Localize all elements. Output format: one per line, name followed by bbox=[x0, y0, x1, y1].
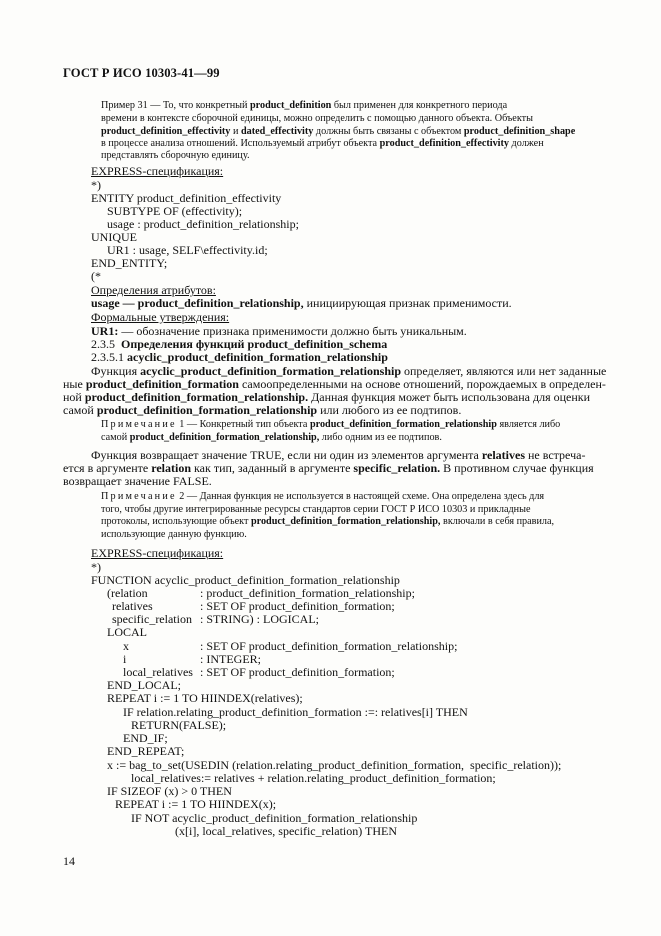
code-line: : product_definition_formation_relationship; bbox=[200, 586, 415, 600]
code-line: REPEAT i := 1 TO HIINDEX(relatives); bbox=[107, 691, 303, 705]
formal-proposition-ur1: UR1: — обозначение признака применимости должно быть уникальным. bbox=[91, 324, 467, 338]
formal-propositions-heading: Формальные утверждения: bbox=[91, 310, 230, 324]
example-31-line-1: Пример 31 — То, что конкретный product_definition был применен для конкретного периода bbox=[101, 100, 508, 111]
code-line: : INTEGER; bbox=[200, 652, 261, 666]
attributes-heading: Определения атрибутов: bbox=[91, 283, 216, 297]
example-31-line-4: в процессе анализа отношений. Используемый атрибут объекта product_definition_effectivity должен bbox=[101, 138, 544, 149]
code-line: : SET OF product_definition_formation_relationship; bbox=[200, 639, 458, 653]
code-line: local_relatives:= relatives + relation.relating_product_definition_formation; bbox=[131, 771, 496, 785]
code-line: relatives bbox=[112, 599, 153, 613]
code-line: FUNCTION acyclic_product_definition_formation_relationship bbox=[91, 573, 400, 587]
body-1-line-3: ной product_definition_formation_relationship. Данная функция может быть использована для оценки bbox=[63, 390, 591, 404]
code-line: (* bbox=[91, 269, 101, 283]
body-1-line-1: Функция acyclic_product_definition_formation_relationship определяет, являются или нет заданные bbox=[91, 364, 607, 378]
code-line: specific_relation bbox=[112, 612, 192, 626]
code-line: UR1 : usage, SELF\effectivity.id; bbox=[107, 243, 268, 257]
code-line: *) bbox=[91, 178, 101, 192]
note-2-line-1: Примечание 2 — Данная функция не используется в настоящей схеме. Она определена здесь для bbox=[101, 491, 545, 502]
code-line: x bbox=[123, 639, 129, 653]
section-2-3-5-1-heading: 2.3.5.1 acyclic_product_definition_formation_relationship bbox=[91, 350, 388, 364]
code-line: ENTITY product_definition_effectivity bbox=[91, 191, 282, 205]
code-line: REPEAT i := 1 TO HIINDEX(x); bbox=[115, 797, 277, 811]
code-line: *) bbox=[91, 560, 101, 574]
code-line: : SET OF product_definition_formation; bbox=[200, 665, 395, 679]
code-line: END_IF; bbox=[123, 731, 168, 745]
body-1-line-4: самой product_definition_formation_relationship или любого из ее подтипов. bbox=[63, 403, 462, 417]
example-31-line-2: времени в контексте сборочной единицы, можно определить с помощью данного объекта. Объекты bbox=[101, 113, 533, 124]
body-2-line-1: Функция возвращает значение TRUE, если ни один из элементов аргумента relatives не встреча- bbox=[91, 448, 586, 462]
code-line: (relation bbox=[107, 586, 148, 600]
body-1-line-2: ные product_definition_formation самоопределенными на основе отношений, порождаемых в определен- bbox=[63, 377, 606, 391]
code-line: LOCAL bbox=[107, 625, 147, 639]
page-number: 14 bbox=[63, 854, 75, 868]
code-line: END_ENTITY; bbox=[91, 256, 168, 270]
note-1-line-2: самой product_definition_formation_relationship, либо одним из ее подтипов. bbox=[101, 432, 442, 443]
code-line: SUBTYPE OF (effectivity); bbox=[107, 204, 243, 218]
example-31-line-5: представлять сборочную единицу. bbox=[101, 150, 250, 161]
note-2-line-4: использующие данную функцию. bbox=[101, 529, 247, 540]
express-spec-heading: EXPRESS-спецификация: bbox=[91, 546, 224, 560]
example-31-line-3: product_definition_effectivity и dated_effectivity должны быть связаны с объектом product_definition_shape bbox=[101, 126, 576, 137]
document-header: ГОСТ Р ИСО 10303-41—99 bbox=[63, 66, 220, 80]
code-line: IF relation.relating_product_definition_formation :=: relatives[i] THEN bbox=[123, 705, 468, 719]
body-2-line-3: возвращает значение FALSE. bbox=[63, 474, 212, 488]
section-2-3-5-heading: 2.3.5 Определения функций product_definition_schema bbox=[91, 337, 388, 351]
code-line: local_relatives bbox=[123, 665, 193, 679]
body-2-line-2: ется в аргументе relation как тип, заданный в аргументе specific_relation. В противном случае функция bbox=[63, 461, 594, 475]
note-2-line-2: того, чтобы другие интегрированные ресурсы стандартов серии ГОСТ Р ИСО 10303 и прикладные bbox=[101, 504, 531, 515]
code-line: RETURN(FALSE); bbox=[131, 718, 227, 732]
note-1-line-1: Примечание 1 — Конкретный тип объекта product_definition_formation_relationship является либо bbox=[101, 419, 561, 430]
note-2-line-3: протоколы, использующие объект product_definition_formation_relationship, включали в себя правила, bbox=[101, 516, 555, 527]
code-line: i bbox=[123, 652, 127, 666]
code-line: : STRING) : LOGICAL; bbox=[200, 612, 319, 626]
code-line: IF NOT acyclic_product_definition_formation_relationship bbox=[131, 811, 418, 825]
code-line: : SET OF product_definition_formation; bbox=[200, 599, 395, 613]
attribute-usage: usage — product_definition_relationship, инициирующая признак применимости. bbox=[91, 296, 512, 310]
code-line: END_LOCAL; bbox=[107, 678, 181, 692]
code-line: END_REPEAT; bbox=[107, 744, 185, 758]
code-line: UNIQUE bbox=[91, 230, 137, 244]
express-spec-heading: EXPRESS-спецификация: bbox=[91, 164, 224, 178]
code-line: x := bag_to_set(USEDIN (relation.relating_product_definition_formation, specific_relation)); bbox=[107, 758, 562, 772]
code-line: IF SIZEOF (x) > 0 THEN bbox=[107, 784, 232, 798]
code-line: usage : product_definition_relationship; bbox=[107, 217, 299, 231]
code-line: (x[i], local_relatives, specific_relation) THEN bbox=[175, 824, 398, 838]
